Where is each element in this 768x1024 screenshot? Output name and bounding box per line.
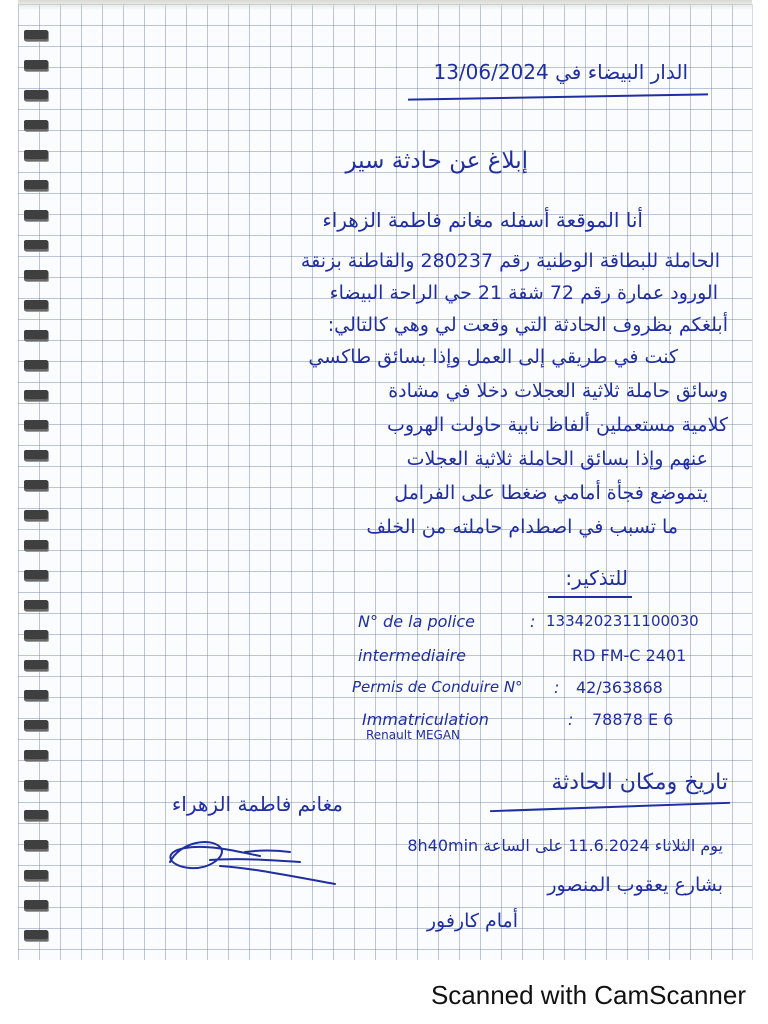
binding-hole: [24, 210, 48, 221]
signatory-name: مغانم فاطمة الزهراء: [171, 792, 343, 816]
policy-number-label: N° de la police: [358, 612, 475, 631]
reminder-underline: [548, 596, 632, 598]
binding-hole: [24, 930, 48, 941]
binding-hole: [24, 720, 48, 731]
binding-hole: [24, 600, 48, 611]
registration-sep: :: [568, 710, 574, 729]
binding-hole: [24, 660, 48, 671]
accident-heading: تاريخ ومكان الحادثة: [551, 770, 728, 795]
binding-hole: [24, 120, 48, 131]
body-line: الورود عمارة رقم 72 شقة 21 حي الراحة البيضاء: [329, 282, 718, 304]
reminder-heading: للتذكير:: [565, 566, 628, 590]
body-line: الحاملة للبطاقة الوطنية رقم 280237 والقاطنة بزنقة: [300, 250, 720, 272]
binding-hole: [24, 570, 48, 581]
binding-hole: [24, 60, 48, 71]
binding-hole: [24, 480, 48, 491]
binding-hole: [24, 270, 48, 281]
spiral-binding: [0, 0, 40, 960]
body-line: ما تسبب في اصطدام حاملته من الخلف: [366, 516, 678, 538]
page-top-edge: [18, 0, 752, 10]
binding-hole: [24, 900, 48, 911]
accident-line: أمام كارفور: [426, 910, 518, 932]
body-line: عنهم وإذا بسائق الحاملة ثلاثية العجلات: [406, 448, 708, 470]
binding-hole: [24, 780, 48, 791]
binding-hole: [24, 870, 48, 881]
binding-hole: [24, 330, 48, 341]
binding-hole: [24, 630, 48, 641]
body-line: يتموضع فجأة أمامي ضغطا على الفرامل: [394, 482, 708, 504]
place-date: الدار البيضاء في 13/06/2024: [433, 60, 688, 84]
binding-hole: [24, 300, 48, 311]
binding-hole: [24, 90, 48, 101]
binding-hole: [24, 240, 48, 251]
binding-hole: [24, 150, 48, 161]
license-label: Permis de Conduire N°: [352, 678, 523, 696]
body-line: كلامية مستعملين ألفاظ نابية حاولت الهروب: [386, 414, 728, 436]
binding-hole: [24, 360, 48, 371]
intermediary-value: RD FM-C 2401: [572, 646, 687, 665]
binding-hole: [24, 810, 48, 821]
binding-hole: [24, 840, 48, 851]
accident-line: يوم الثلاثاء 11.6.2024 على الساعة 8h40min: [407, 836, 723, 855]
body-line: وسائق حاملة ثلاثية العجلات دخلا في مشادة: [388, 380, 728, 402]
body-line: كنت في طريقي إلى العمل وإذا بسائق طاكسي: [308, 346, 678, 368]
binding-hole: [24, 750, 48, 761]
binding-hole: [24, 450, 48, 461]
binding-hole: [24, 540, 48, 551]
body-line: أبلغكم بظروف الحادثة التي وقعت لي وهي كالتالي:: [327, 314, 728, 336]
document-title: إبلاغ عن حادثة سير: [345, 148, 528, 174]
vehicle-model: Renault MEGAN: [366, 728, 461, 742]
license-sep: :: [554, 678, 560, 697]
body-line: أنا الموقعة أسفله مغانم فاطمة الزهراء: [322, 208, 643, 232]
handwritten-signature: [150, 822, 340, 892]
binding-hole: [24, 390, 48, 401]
binding-hole: [24, 30, 48, 41]
binding-hole: [24, 180, 48, 191]
scanner-watermark: Scanned with CamScanner: [430, 980, 746, 1010]
binding-hole: [24, 690, 48, 701]
intermediary-label: intermediaire: [358, 646, 466, 665]
binding-hole: [24, 510, 48, 521]
policy-number-sep: :: [530, 612, 536, 631]
binding-hole: [24, 420, 48, 431]
registration-label: Immatriculation: [362, 710, 489, 729]
license-value: 42/363868: [576, 678, 663, 697]
accident-line: بشارع يعقوب المنصور: [547, 874, 723, 896]
registration-value: 78878 E 6: [592, 710, 674, 729]
policy-number-value: 1334202311100030: [546, 612, 699, 630]
